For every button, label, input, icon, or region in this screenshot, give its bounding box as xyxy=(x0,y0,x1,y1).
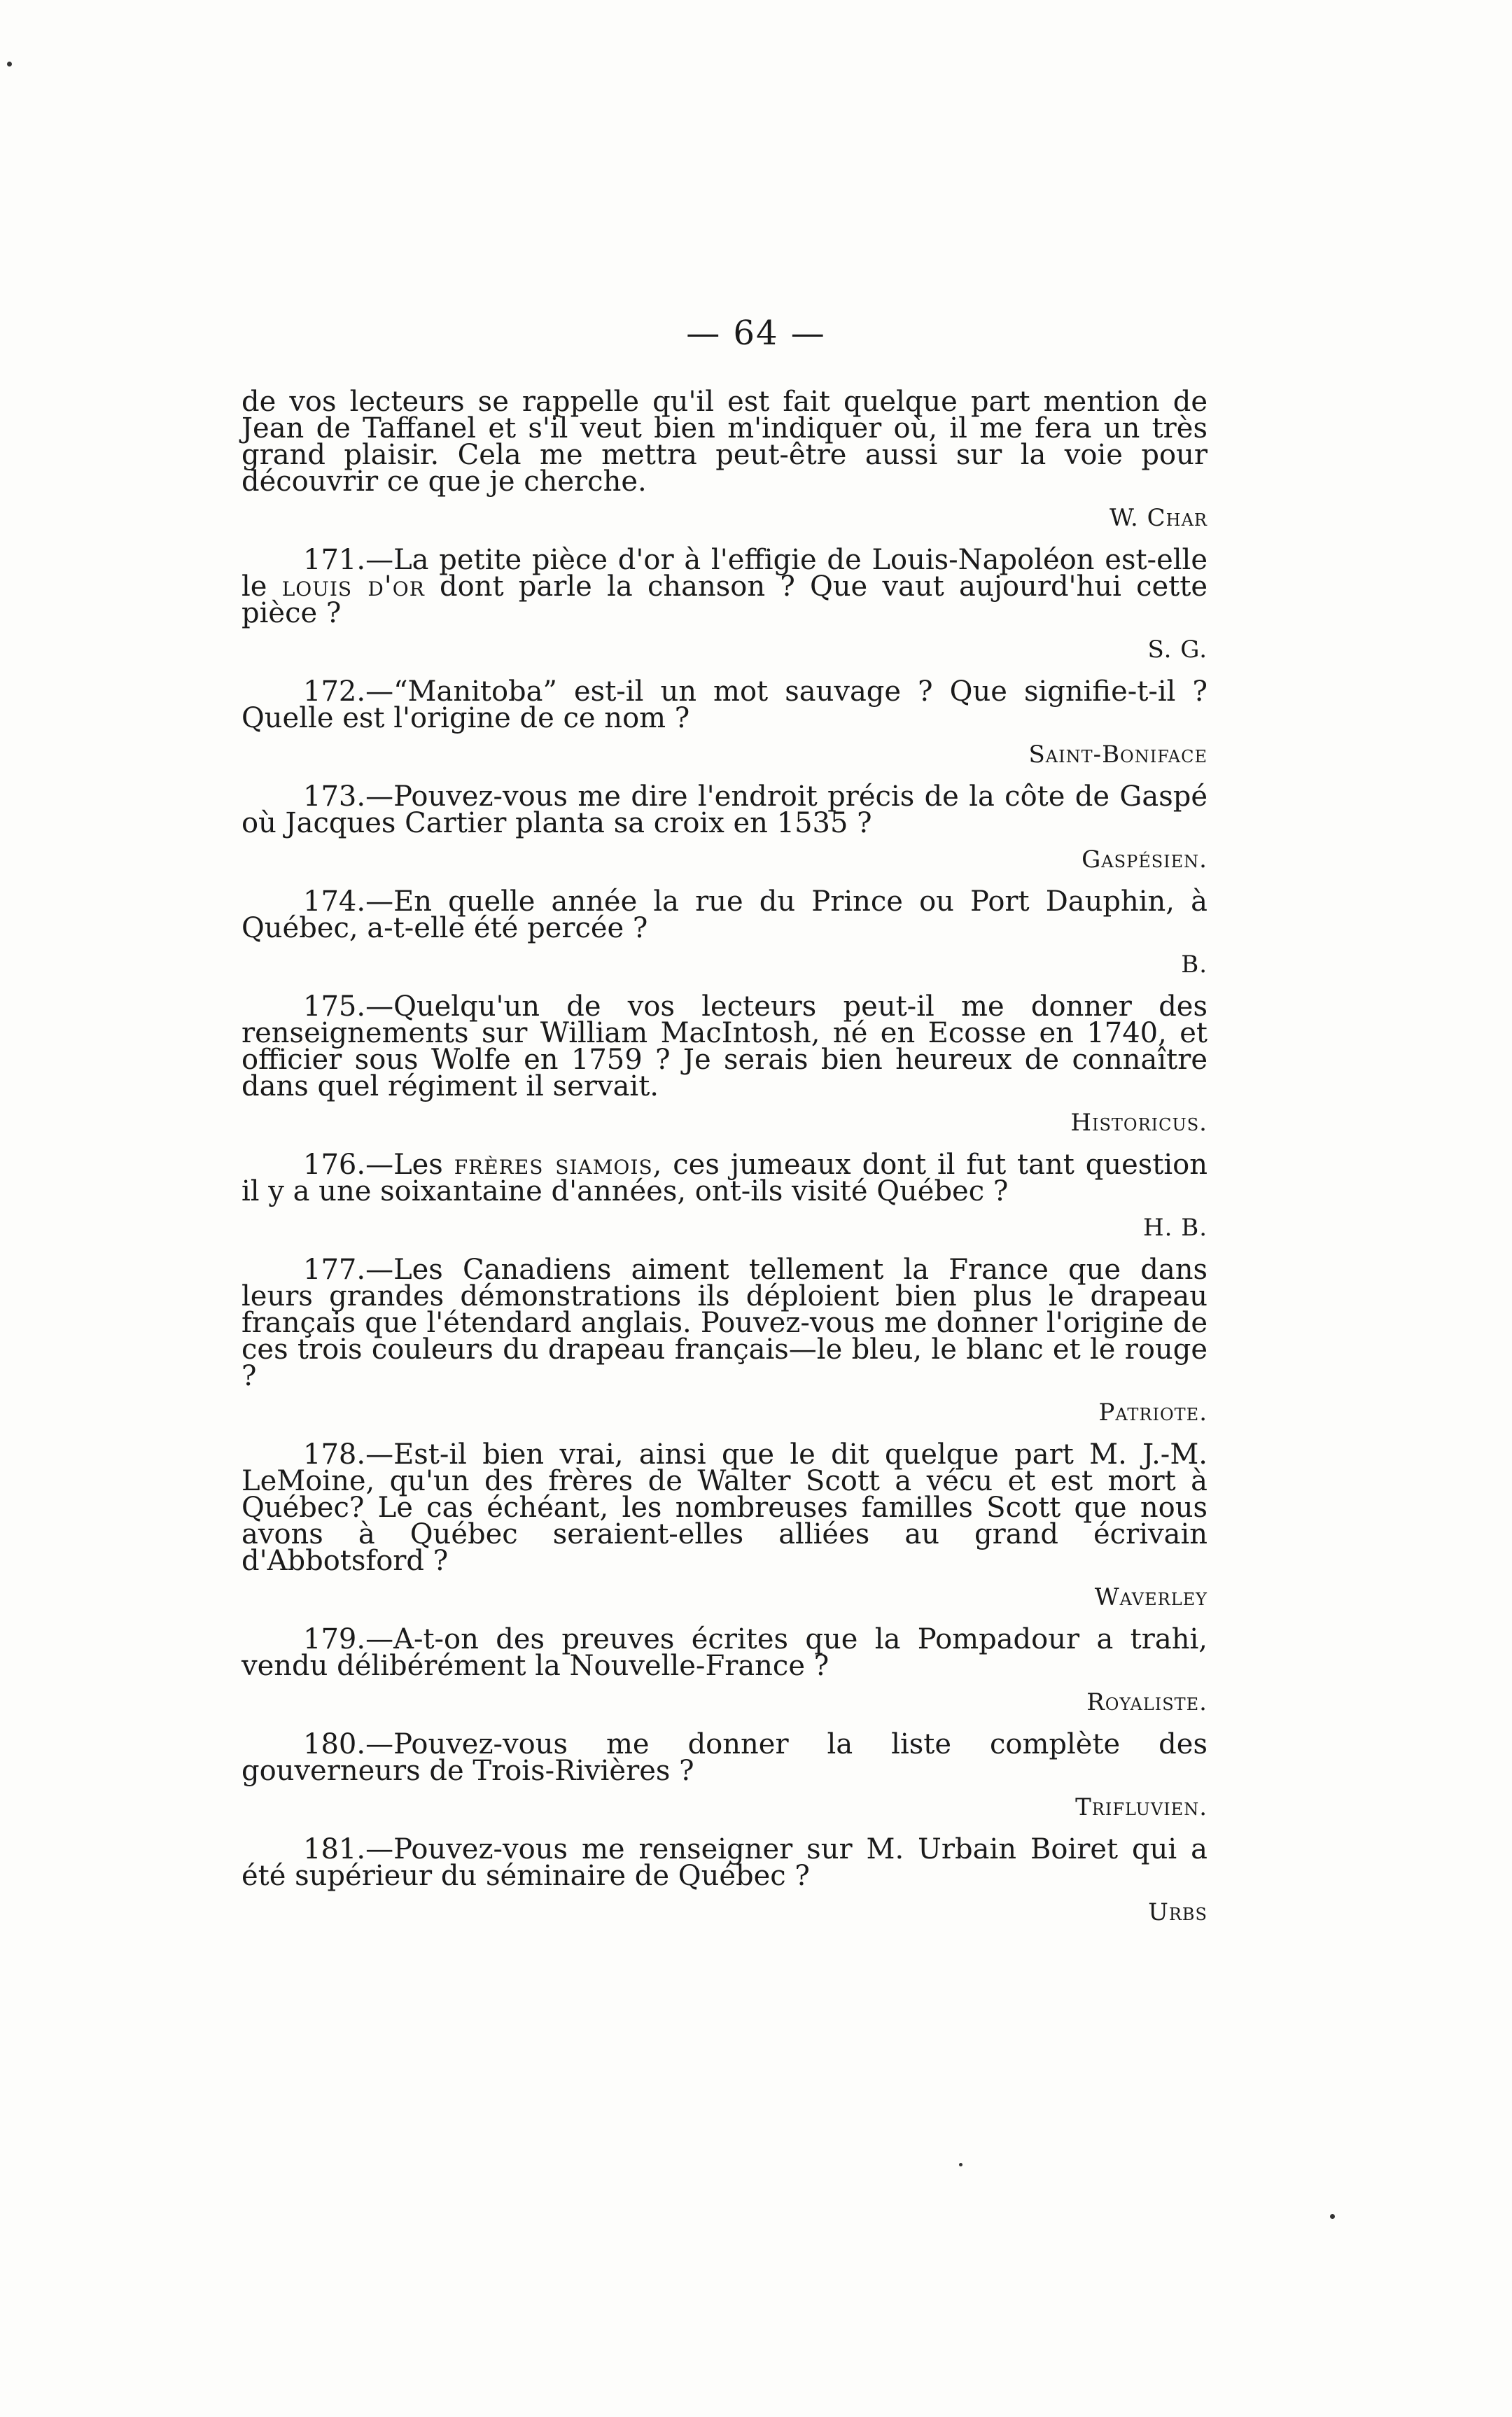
question-text xyxy=(241,885,1208,944)
question-entry xyxy=(241,675,1208,769)
question-body: —Est-il bien vrai, ainsi que le dit quelque part M. J.-M. LeMoine, qu'un des frères de Walter Scott a vécu et est mort à Québec? Le cas échéant, les nombreuses familles Scott que nous avons à Québec seraient-elles alliées au grand écrivain d'Abbotsford ? xyxy=(241,1438,1208,1577)
question-body: —“Manitoba” est-il un mot sauvage ? Que signifie-t-il ? Quelle est l'origine de ce nom ? xyxy=(241,675,1208,734)
question-body: —En quelle année la rue du Prince ou Port Dauphin, à Québec, a-t-elle été percée ? xyxy=(241,885,1208,944)
question-signature: Urbs xyxy=(1148,1898,1208,1926)
question-entry xyxy=(241,1833,1208,1926)
question-text xyxy=(241,780,1208,839)
question-body-continued: dont parle la chanson ? Que vaut aujourd'hui cette pièce ? xyxy=(241,570,1208,629)
question-text xyxy=(241,1833,1208,1892)
question-entry xyxy=(241,1623,1208,1716)
print-speck xyxy=(7,62,12,66)
question-body: —Les Canadiens aiment tellement la France que dans leurs grandes démonstrations ils déploient bien plus le drapeau français que l'étendard anglais. Pouvez-vous me donner l'origine de ces trois couleurs du drapeau français—le bleu, le blanc et le rouge ? xyxy=(241,1254,1208,1392)
question-body: —Quelqu'un de vos lecteurs peut-il me donner des renseignements sur William MacIntosh, né en Ecosse en 1740, et officier sous Wolfe en 1759 ? Je serais bien heureux de connaître dans quel régiment il servait. xyxy=(241,990,1208,1102)
question-body-continued: , ces jumeaux dont il fut tant question il y a une soixantaine d'années, ont-ils visité Québec ? xyxy=(241,1149,1208,1207)
question-signature: Waverley xyxy=(1094,1583,1208,1611)
question-entry xyxy=(241,780,1208,874)
print-speck xyxy=(1330,2214,1335,2219)
question-number: 177. xyxy=(303,1254,366,1286)
small-caps-term: louis d'or xyxy=(281,570,425,603)
question-number: 173. xyxy=(303,780,366,813)
question-text xyxy=(241,544,1208,629)
question-number: 179. xyxy=(303,1623,366,1655)
question-number: 172. xyxy=(303,675,366,708)
question-signature: Historicus. xyxy=(1070,1109,1208,1137)
question-entry xyxy=(241,544,1208,664)
question-entry xyxy=(241,1256,1208,1426)
question-number: 181. xyxy=(303,1833,366,1865)
questions-column xyxy=(241,388,1208,1941)
question-text xyxy=(241,1623,1208,1682)
question-list xyxy=(241,544,1208,1926)
question-signature: S. G. xyxy=(1147,636,1208,664)
question-entry xyxy=(241,885,1208,979)
question-signature: B. xyxy=(1181,951,1208,979)
question-text xyxy=(241,1254,1208,1392)
question-number: 178. xyxy=(303,1438,366,1471)
intro-entry xyxy=(241,388,1208,531)
question-signature: Gaspésien. xyxy=(1082,846,1208,874)
question-text xyxy=(241,990,1208,1102)
question-body: —Les xyxy=(365,1149,454,1181)
page-number: — 64 — xyxy=(686,314,826,353)
question-signature: Saint-Boniface xyxy=(1028,741,1208,769)
question-body: —Pouvez-vous me dire l'endroit précis de la côte de Gaspé où Jacques Cartier planta sa croix en 1535 ? xyxy=(241,780,1208,839)
question-number: 175. xyxy=(303,990,366,1023)
question-body: —A-t-on des preuves écrites que la Pompadour a trahi, vendu délibérément la Nouvelle-France ? xyxy=(241,1623,1208,1682)
question-number: 180. xyxy=(303,1728,366,1760)
intro-text: de vos lecteurs se rappelle qu'il est fait quelque part mention de Jean de Taffanel et s'il veut bien m'indiquer où, il me fera un très grand plaisir. Cela me mettra peut-être aussi sur la voie pour découvrir ce que je cherche. xyxy=(241,386,1208,498)
question-body: —Pouvez-vous me donner la liste complète des gouverneurs de Trois-Rivières ? xyxy=(241,1728,1208,1787)
question-text xyxy=(241,675,1208,734)
question-entry xyxy=(241,1728,1208,1821)
question-signature: Royaliste. xyxy=(1086,1688,1208,1716)
print-speck xyxy=(959,2163,962,2166)
question-body: —La petite pièce d'or à l'effigie de Louis-Napoléon est-elle le xyxy=(241,544,1208,603)
question-body: —Pouvez-vous me renseigner sur M. Urbain Boiret qui a été supérieur du séminaire de Québec ? xyxy=(241,1833,1208,1892)
small-caps-term: frères siamois xyxy=(454,1149,653,1181)
question-signature: H. B. xyxy=(1142,1214,1208,1242)
question-signature: Patriote. xyxy=(1098,1399,1208,1427)
question-entry xyxy=(241,1151,1208,1241)
question-number: 171. xyxy=(303,544,366,576)
intro-signature: W. Char xyxy=(1110,504,1208,532)
question-number: 174. xyxy=(303,885,366,918)
question-text xyxy=(241,1728,1208,1787)
question-text xyxy=(241,1151,1208,1205)
question-entry xyxy=(241,990,1208,1137)
question-text xyxy=(241,1438,1208,1577)
question-signature: Trifluvien. xyxy=(1075,1793,1208,1821)
question-entry xyxy=(241,1438,1208,1611)
question-number: 176. xyxy=(303,1149,366,1181)
